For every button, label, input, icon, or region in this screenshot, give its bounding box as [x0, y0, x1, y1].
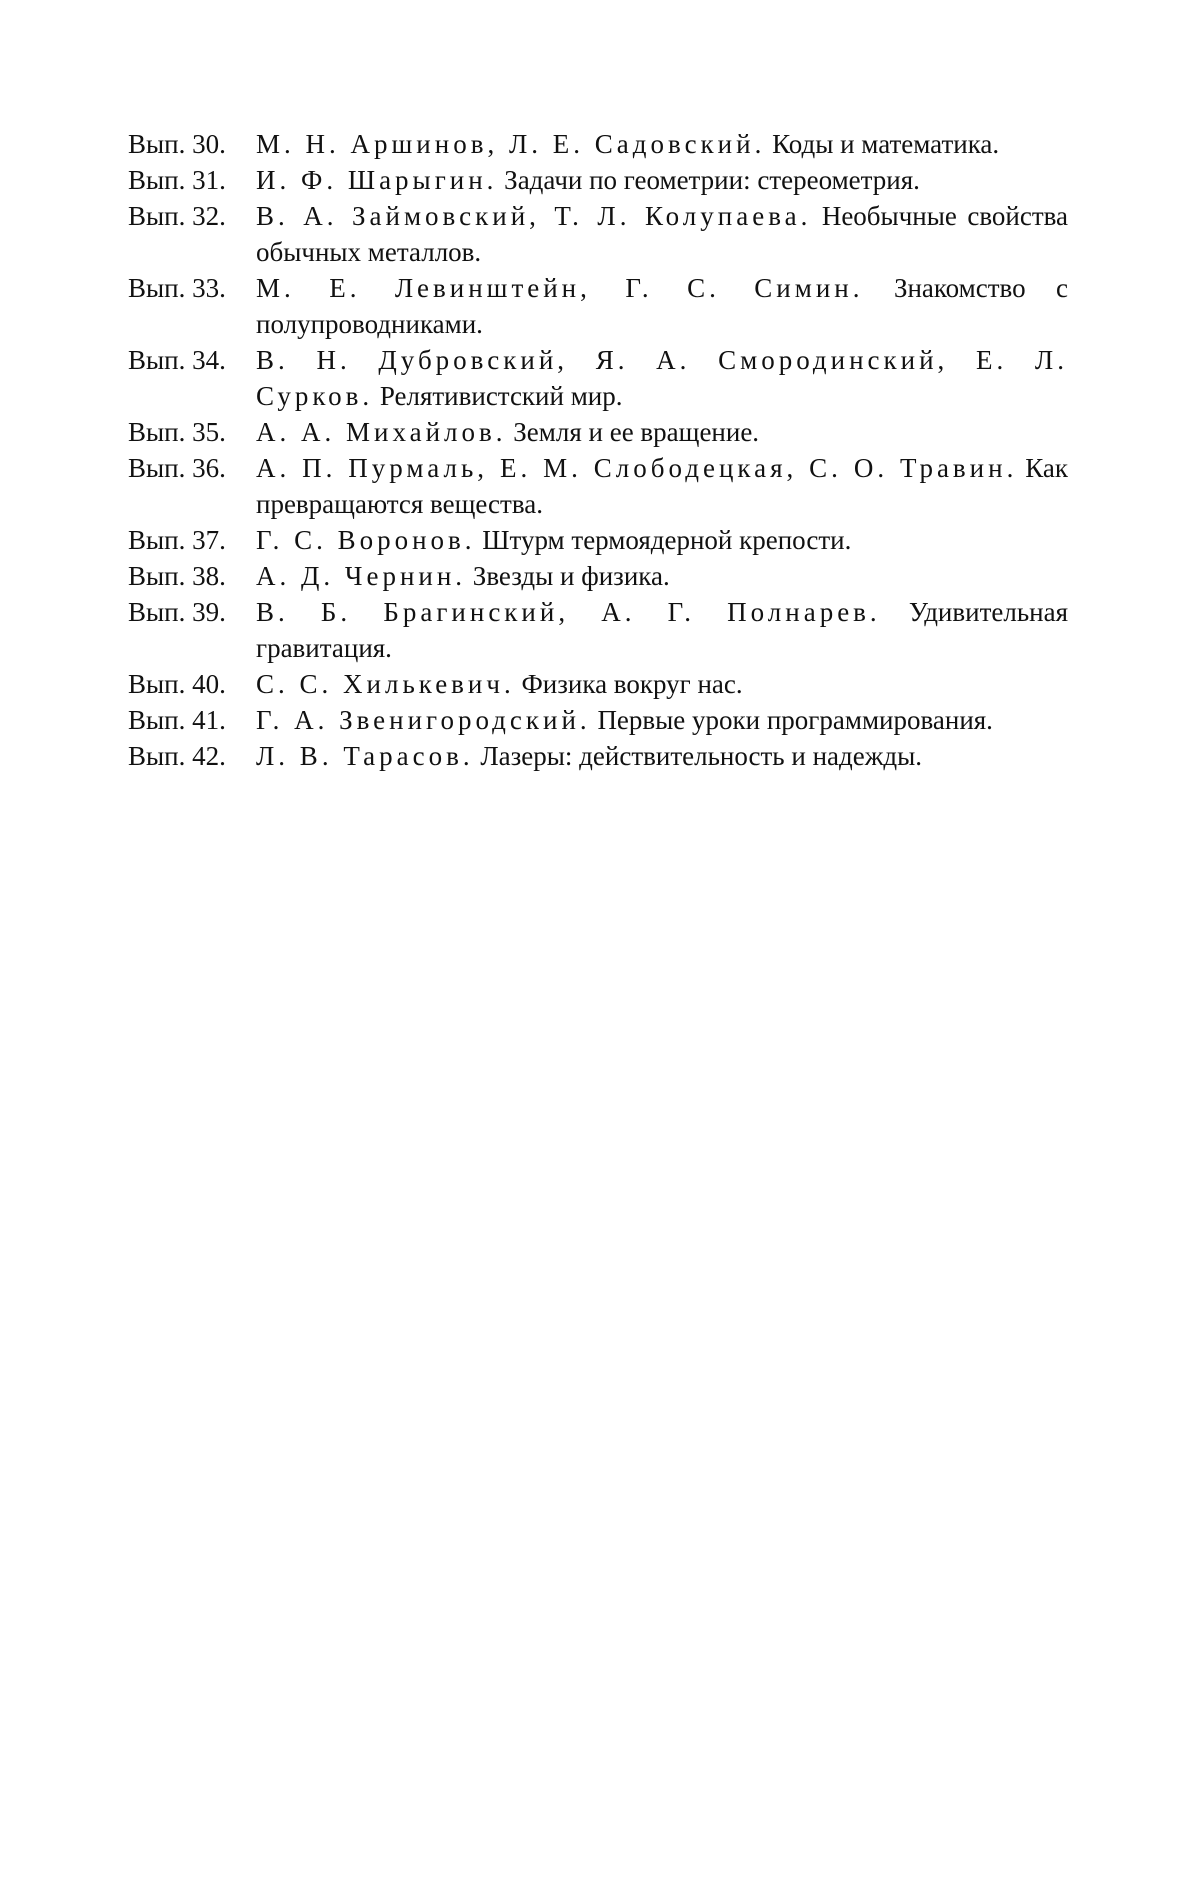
issue-number: Вып. 40.	[128, 669, 226, 699]
entry-authors: И. Ф. Шарыгин.	[256, 165, 498, 195]
entry-authors: М. Н. Аршинов, Л. Е. Садовский.	[256, 129, 766, 159]
list-item	[128, 198, 1068, 270]
issue-number: Вып. 36.	[128, 453, 226, 483]
issue-number: Вып. 35.	[128, 417, 226, 447]
entry-authors: А. А. Михайлов.	[256, 417, 507, 447]
issue-number: Вып. 38.	[128, 561, 226, 591]
entry-title: Задачи по геометрии: стереометрия.	[504, 165, 920, 195]
issue-number: Вып. 30.	[128, 129, 226, 159]
entry-title: Удивительная гравитация.	[256, 597, 1068, 663]
list-item	[128, 270, 1068, 342]
list-item	[128, 738, 1068, 774]
entry-text	[256, 558, 1068, 594]
entry-title: Релятивистский мир.	[379, 381, 623, 411]
list-item	[128, 666, 1068, 702]
entry-title: Штурм термоядерной крепости.	[482, 525, 852, 555]
entry-text	[256, 666, 1068, 702]
entry-title: Знакомство с полупроводниками.	[256, 273, 1069, 339]
entry-authors: А. Д. Чернин.	[256, 561, 467, 591]
list-item	[128, 558, 1068, 594]
entry-text	[256, 126, 1068, 162]
entry-authors: Г. С. Воронов.	[256, 525, 476, 555]
list-item	[128, 702, 1068, 738]
list-item	[128, 342, 1068, 414]
entry-text	[256, 702, 1068, 738]
entry-authors: Г. А. Звенигородский.	[256, 705, 591, 735]
entry-authors: В. Н. Дубровский, Я. А. Смородинский, Е. Л. Сурков.	[256, 345, 1068, 411]
entry-title: Физика вокруг нас.	[521, 669, 743, 699]
entry-text	[256, 738, 1068, 774]
entry-authors: В. Б. Брагинский, А. Г. Полнарев.	[256, 597, 881, 627]
entry-title: Земля и ее вращение.	[513, 417, 760, 447]
entry-title: Как превращаются вещества.	[256, 453, 1068, 519]
list-item	[128, 450, 1068, 522]
entry-authors: А. П. Пурмаль, Е. М. Слободецкая, С. О. Травин.	[256, 453, 1018, 483]
entry-authors: Л. В. Тарасов.	[256, 741, 474, 771]
list-item	[128, 414, 1068, 450]
entry-text	[256, 450, 1068, 522]
entry-text	[256, 414, 1068, 450]
entry-text	[256, 342, 1068, 414]
issue-number: Вып. 34.	[128, 345, 226, 375]
entry-authors: С. С. Хилькевич.	[256, 669, 515, 699]
issue-number: Вып. 33.	[128, 273, 226, 303]
entry-text	[256, 198, 1068, 270]
entry-text	[256, 270, 1068, 342]
issue-number: Вып. 31.	[128, 165, 226, 195]
list-item	[128, 594, 1068, 666]
entry-title: Первые уроки программирования.	[597, 705, 993, 735]
issue-number: Вып. 42.	[128, 741, 226, 771]
list-item	[128, 162, 1068, 198]
entry-text	[256, 162, 1068, 198]
entry-title: Звезды и физика.	[472, 561, 670, 591]
issue-number: Вып. 39.	[128, 597, 226, 627]
list-item	[128, 522, 1068, 558]
list-item	[128, 126, 1068, 162]
issue-number: Вып. 32.	[128, 201, 226, 231]
entry-authors: В. А. Займовский, Т. Л. Колупаева.	[256, 201, 812, 231]
issue-number: Вып. 37.	[128, 525, 226, 555]
entry-text	[256, 594, 1068, 666]
entry-title: Лазеры: действительность и надежды.	[480, 741, 923, 771]
series-list	[128, 126, 1068, 774]
issue-number: Вып. 41.	[128, 705, 226, 735]
entry-text	[256, 522, 1068, 558]
entry-title: Необычные свойства обычных металлов.	[256, 201, 1068, 267]
entry-authors: М. Е. Левинштейн, Г. С. Симин.	[256, 273, 864, 303]
entry-title: Коды и математика.	[772, 129, 1000, 159]
